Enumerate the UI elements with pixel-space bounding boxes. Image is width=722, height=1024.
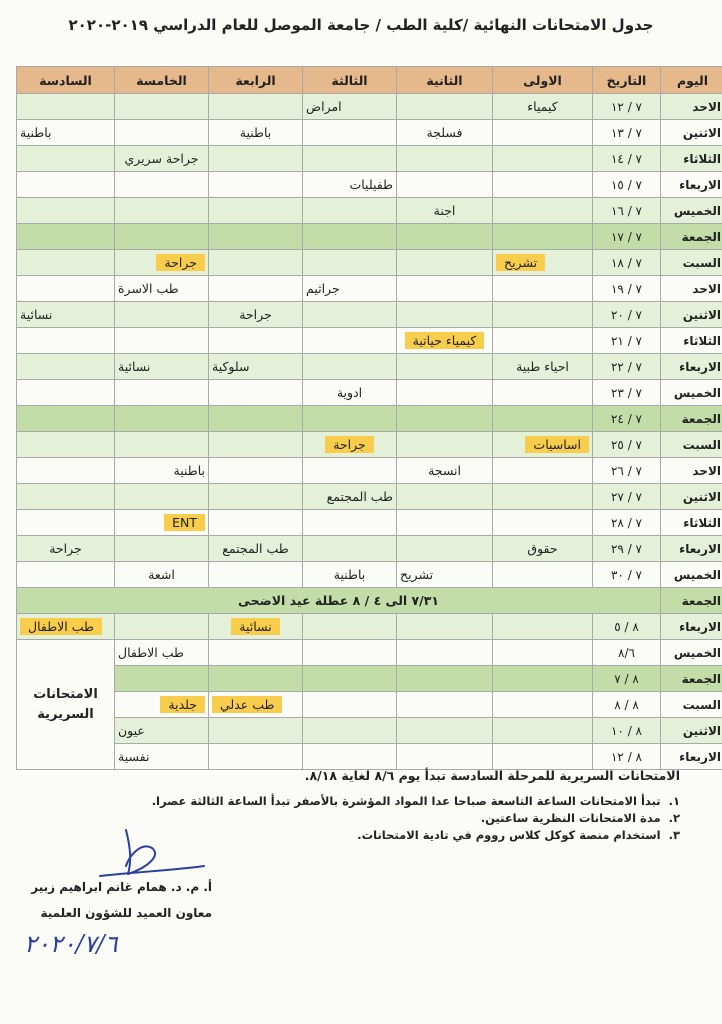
exam-cell: [209, 250, 303, 276]
table-row: [17, 380, 722, 406]
clinical-exams-cell: الامتحانات السريرية: [17, 640, 115, 770]
exam-cell: [17, 276, 115, 302]
exam-label: جراحة: [156, 254, 205, 271]
exam-cell: طفيليات: [303, 172, 397, 198]
date-cell: ٧ / ٢٧: [593, 484, 661, 510]
exam-cell-highlighted: [209, 692, 303, 718]
exam-cell: اجنة: [397, 198, 493, 224]
date-cell: ٧ / ١٢: [593, 94, 661, 120]
exam-cell: فسلجة: [397, 120, 493, 146]
day-cell: الخميس: [661, 380, 722, 406]
exam-cell: [397, 432, 493, 458]
exam-cell: كيمياء: [493, 94, 593, 120]
signatory-name: أ. م. د. همام غانم ابراهيم زبير: [31, 880, 212, 894]
exam-cell: [397, 692, 493, 718]
exam-cell: [17, 146, 115, 172]
exam-cell: [209, 458, 303, 484]
holiday-banner: ٧/٣١ الى ٤ / ٨ عطلة عيد الاضحى: [17, 588, 661, 614]
exam-cell-highlighted: [115, 250, 209, 276]
exam-cell: [303, 666, 397, 692]
exam-cell: [397, 666, 493, 692]
exam-cell: [115, 172, 209, 198]
exam-cell-highlighted: [493, 432, 593, 458]
date-cell: ٨/٦: [593, 640, 661, 666]
exam-label: اساسيات: [525, 436, 589, 453]
exam-cell-highlighted: [115, 692, 209, 718]
exam-cell: [397, 302, 493, 328]
exam-label: تشريح: [496, 254, 545, 271]
date-cell: ٧ / ١٣: [593, 120, 661, 146]
day-cell: الثلاثاء: [661, 510, 722, 536]
note-number: ٢.: [668, 811, 680, 825]
date-cell: ٧ / ١٥: [593, 172, 661, 198]
exam-cell: طب المجتمع: [209, 536, 303, 562]
day-cell: السبت: [661, 432, 722, 458]
exam-cell: [397, 224, 493, 250]
exam-cell: [493, 458, 593, 484]
exam-cell: [303, 406, 397, 432]
exam-cell: [17, 250, 115, 276]
table-row: [17, 640, 722, 666]
date-cell: ٨ / ١٠: [593, 718, 661, 744]
exam-cell: [493, 640, 593, 666]
table-row: [17, 302, 722, 328]
day-cell: السبت: [661, 250, 722, 276]
exam-cell: [209, 276, 303, 302]
exam-cell-highlighted: [493, 250, 593, 276]
exam-cell: [209, 146, 303, 172]
table-row: [17, 536, 722, 562]
exam-cell: [115, 536, 209, 562]
header-sixth: السادسة: [17, 67, 115, 94]
table-row: [17, 562, 722, 588]
exam-cell: [397, 718, 493, 744]
exam-cell: عيون: [115, 718, 209, 744]
exam-cell: ادوية: [303, 380, 397, 406]
date-cell: ٧ / ٢١: [593, 328, 661, 354]
exam-cell: [115, 94, 209, 120]
exam-cell: [17, 354, 115, 380]
table-row: [17, 666, 722, 692]
exam-cell: [397, 276, 493, 302]
date-cell: ٧ / ٢٠: [593, 302, 661, 328]
exam-cell: [17, 562, 115, 588]
exam-cell: [397, 640, 493, 666]
exam-schedule-table: [16, 66, 722, 770]
exam-cell: [303, 718, 397, 744]
exam-cell: [17, 510, 115, 536]
exam-cell: [493, 744, 593, 770]
exam-cell: [397, 484, 493, 510]
exam-cell: [303, 224, 397, 250]
exam-cell: [493, 328, 593, 354]
exam-cell: طب الاسرة: [115, 276, 209, 302]
day-cell: الجمعة: [661, 588, 722, 614]
day-cell: الجمعة: [661, 666, 722, 692]
note-text: استخدام منصة كوكل كلاس رووم في تادية الامتحانات.: [357, 828, 661, 842]
date-cell: ٧ / ١٦: [593, 198, 661, 224]
note-text: تبدأ الامتحانات الساعة التاسعة صباحا عدا المواد المؤشرة بالأصفر تبدأ الساعة الثالثة عصرا.: [151, 794, 661, 808]
table-row: [17, 198, 722, 224]
date-cell: ٨ / ٥: [593, 614, 661, 640]
exam-cell: [209, 94, 303, 120]
date-cell: ٨ / ٧: [593, 666, 661, 692]
exam-cell: [209, 380, 303, 406]
exam-cell: [17, 328, 115, 354]
exam-cell: [209, 406, 303, 432]
header-first: الاولى: [493, 67, 593, 94]
day-cell: الثلاثاء: [661, 328, 722, 354]
date-cell: ٧ / ١٧: [593, 224, 661, 250]
exam-cell: [209, 198, 303, 224]
exam-cell: [493, 614, 593, 640]
exam-cell: [493, 224, 593, 250]
table-row: [17, 224, 722, 250]
exam-cell: [303, 354, 397, 380]
exam-cell: [209, 172, 303, 198]
exam-cell: [115, 484, 209, 510]
date-cell: ٧ / ٢٣: [593, 380, 661, 406]
exam-cell: [115, 666, 209, 692]
exam-label: نسائية: [231, 618, 279, 635]
exam-cell: [209, 744, 303, 770]
exam-cell: باطنية: [17, 120, 115, 146]
exam-cell: [303, 198, 397, 224]
exam-cell: [17, 458, 115, 484]
day-cell: الخميس: [661, 562, 722, 588]
day-cell: الاربعاء: [661, 172, 722, 198]
exam-cell: [493, 666, 593, 692]
exam-cell: [115, 380, 209, 406]
date-cell: ٧ / ٢٤: [593, 406, 661, 432]
exam-cell: [303, 536, 397, 562]
date-cell: ٧ / ١٩: [593, 276, 661, 302]
exam-cell: [397, 354, 493, 380]
day-cell: الاثنين: [661, 120, 722, 146]
exam-cell: [397, 510, 493, 536]
exam-label: طب الاطفال: [20, 618, 102, 635]
day-cell: الثلاثاء: [661, 146, 722, 172]
exam-cell: [209, 224, 303, 250]
exam-cell: [209, 718, 303, 744]
exam-cell: باطنية: [209, 120, 303, 146]
note-number: ١.: [668, 794, 680, 808]
clinical-exams-note: الامتحانات السريرية للمرحلة السادسة تبدأ يوم ٨/٦ لغاية ٨/١٨.: [304, 768, 680, 783]
date-cell: ٧ / ١٤: [593, 146, 661, 172]
table-row: [17, 692, 722, 718]
table-row: [17, 406, 722, 432]
exam-cell: [17, 172, 115, 198]
exam-cell: [17, 224, 115, 250]
exam-cell: [397, 250, 493, 276]
exam-cell: [303, 458, 397, 484]
exam-cell: [209, 666, 303, 692]
exam-cell: احياء طبية: [493, 354, 593, 380]
day-cell: الخميس: [661, 198, 722, 224]
exam-cell: [493, 302, 593, 328]
exam-cell: انسجة: [397, 458, 493, 484]
exam-cell: [397, 172, 493, 198]
signatory-title: معاون العميد للشؤون العلمية: [40, 906, 212, 920]
exam-cell: [209, 640, 303, 666]
exam-cell: [397, 406, 493, 432]
exam-cell: [303, 146, 397, 172]
exam-cell: [397, 614, 493, 640]
exam-cell-highlighted: [397, 328, 493, 354]
header-fourth: الرابعة: [209, 67, 303, 94]
exam-cell: نسائية: [17, 302, 115, 328]
exam-cell: [303, 120, 397, 146]
exam-cell: [397, 744, 493, 770]
exam-cell: [303, 692, 397, 718]
table-row: [17, 276, 722, 302]
note-item: [30, 811, 680, 825]
exam-cell: [303, 250, 397, 276]
exam-cell: حقوق: [493, 536, 593, 562]
table-row: [17, 120, 722, 146]
exam-cell: [493, 510, 593, 536]
exam-cell: [493, 198, 593, 224]
exam-cell: [303, 328, 397, 354]
table-row: [17, 432, 722, 458]
exam-cell: [493, 406, 593, 432]
exam-cell: جراثيم: [303, 276, 397, 302]
date-cell: ٧ / ٢٢: [593, 354, 661, 380]
exam-cell: طب المجتمع: [303, 484, 397, 510]
table-row: [17, 146, 722, 172]
date-cell: ٧ / ٢٥: [593, 432, 661, 458]
page-title: جدول الامتحانات النهائية /كلية الطب / جامعة الموصل للعام الدراسي ٢٠١٩-٢٠٢٠: [68, 16, 654, 34]
exam-cell: [493, 276, 593, 302]
header-day: اليوم: [661, 67, 722, 94]
date-cell: ٨ / ١٢: [593, 744, 661, 770]
date-cell: ٨ / ٨: [593, 692, 661, 718]
exam-cell: [17, 484, 115, 510]
exam-cell: [493, 562, 593, 588]
exam-label: جلدية: [160, 696, 205, 713]
table-row: [17, 354, 722, 380]
exam-cell: [17, 94, 115, 120]
table-row: [17, 94, 722, 120]
exam-cell-highlighted: [303, 432, 397, 458]
day-cell: السبت: [661, 692, 722, 718]
exam-cell-highlighted: [115, 510, 209, 536]
exam-cell: باطنية: [303, 562, 397, 588]
date-cell: ٧ / ٢٨: [593, 510, 661, 536]
day-cell: الاثنين: [661, 718, 722, 744]
day-cell: الاربعاء: [661, 354, 722, 380]
table-row: [17, 458, 722, 484]
exam-cell: نفسية: [115, 744, 209, 770]
day-cell: الخميس: [661, 640, 722, 666]
exam-cell: [493, 484, 593, 510]
table-row: [17, 718, 722, 744]
exam-cell: جراحة: [17, 536, 115, 562]
note-number: ٣.: [668, 828, 680, 842]
exam-cell: [115, 224, 209, 250]
date-cell: ٧ / ٢٦: [593, 458, 661, 484]
table-row: [17, 250, 722, 276]
exam-cell-highlighted: [17, 614, 115, 640]
exam-cell: [17, 406, 115, 432]
table-header-row: [17, 67, 722, 94]
exam-cell: [17, 380, 115, 406]
exam-cell: [493, 146, 593, 172]
day-cell: الجمعة: [661, 406, 722, 432]
date-cell: ٧ / ١٨: [593, 250, 661, 276]
handwritten-signature: [96, 826, 206, 886]
exam-cell: [209, 484, 303, 510]
exam-cell: [115, 302, 209, 328]
exam-cell: [303, 614, 397, 640]
exam-cell: جراحة سريري: [115, 146, 209, 172]
exam-label: كيمياء حياتية: [405, 332, 485, 349]
day-cell: الاربعاء: [661, 536, 722, 562]
exam-cell: [303, 744, 397, 770]
header-second: الثانية: [397, 67, 493, 94]
exam-cell: [115, 406, 209, 432]
exam-cell: [303, 510, 397, 536]
note-text: مدة الامتحانات النظرية ساعتين.: [480, 811, 661, 825]
exam-label: ENT: [164, 514, 205, 531]
day-cell: الاثنين: [661, 302, 722, 328]
day-cell: الاثنين: [661, 484, 722, 510]
exam-cell: باطنية: [115, 458, 209, 484]
header-third: الثالثة: [303, 67, 397, 94]
table-row: [17, 588, 722, 614]
exam-cell: [209, 328, 303, 354]
exam-cell: [209, 562, 303, 588]
table-row: [17, 328, 722, 354]
exam-cell-highlighted: [209, 614, 303, 640]
note-item: [30, 794, 680, 808]
exam-cell: [493, 120, 593, 146]
exam-cell: [115, 614, 209, 640]
exam-cell: [303, 640, 397, 666]
exam-cell: [209, 432, 303, 458]
day-cell: الاربعاء: [661, 744, 722, 770]
exam-cell: [115, 432, 209, 458]
exam-cell: [17, 432, 115, 458]
exam-cell: امراض: [303, 94, 397, 120]
day-cell: الاحد: [661, 458, 722, 484]
exam-cell: تشريح: [397, 562, 493, 588]
exam-cell: [397, 146, 493, 172]
header-fifth: الخامسة: [115, 67, 209, 94]
table-row: [17, 744, 722, 770]
date-cell: ٧ / ٣٠: [593, 562, 661, 588]
day-cell: الاحد: [661, 94, 722, 120]
day-cell: الاربعاء: [661, 614, 722, 640]
exam-cell: [493, 380, 593, 406]
exam-cell: نسائية: [115, 354, 209, 380]
table-row: [17, 614, 722, 640]
day-cell: الاحد: [661, 276, 722, 302]
exam-cell: [115, 328, 209, 354]
header-date: التاريخ: [593, 67, 661, 94]
exam-cell: طب الاطفال: [115, 640, 209, 666]
exam-cell: [397, 536, 493, 562]
exam-cell: [303, 302, 397, 328]
exam-cell: [115, 120, 209, 146]
exam-cell: [493, 718, 593, 744]
exam-cell: جراحة: [209, 302, 303, 328]
exam-cell: [209, 510, 303, 536]
table-row: [17, 510, 722, 536]
date-cell: ٧ / ٢٩: [593, 536, 661, 562]
handwritten-date: ٢٠٢٠/٧/٦: [24, 930, 118, 958]
exam-label: جراحة: [325, 436, 374, 453]
exam-cell: [115, 198, 209, 224]
exam-label: طب عدلي: [212, 696, 282, 713]
exam-cell: [493, 172, 593, 198]
table-row: [17, 484, 722, 510]
table-row: [17, 172, 722, 198]
exam-cell: اشعة: [115, 562, 209, 588]
exam-cell: [493, 692, 593, 718]
exam-cell: [397, 380, 493, 406]
exam-cell: [397, 94, 493, 120]
day-cell: الجمعة: [661, 224, 722, 250]
exam-cell: [17, 198, 115, 224]
exam-cell: سلوكية: [209, 354, 303, 380]
